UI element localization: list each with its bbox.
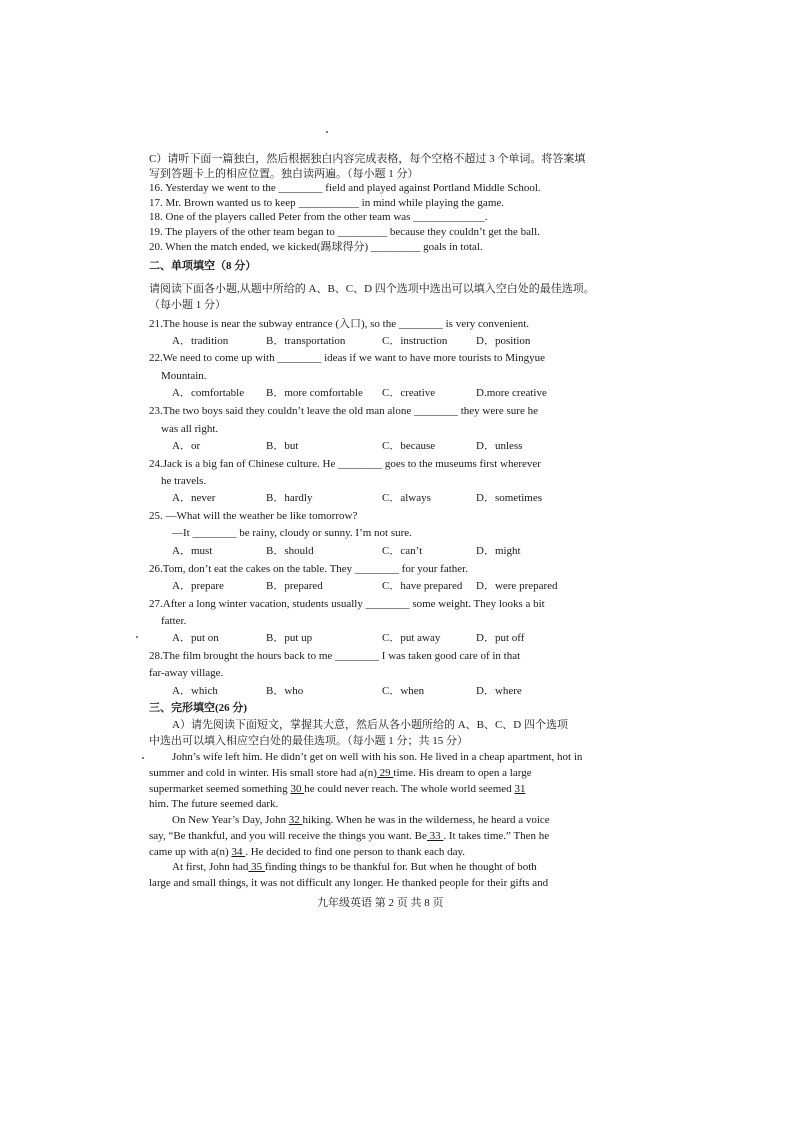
option-a: A．prepare (172, 580, 224, 592)
blank-30: 30 (290, 783, 305, 795)
passage-text: say, “Be thankful, and you will receive the things you want. Be (149, 830, 427, 842)
listening-instruction: 写到答题卡上的相应位置。独白读两遍。（每小题 1 分） (149, 168, 419, 180)
passage-line (149, 845, 465, 860)
option-d: D．were prepared (476, 580, 558, 592)
passage-line (149, 876, 548, 891)
section-heading: 二、单项填空（8 分） (149, 260, 257, 272)
question-25-stem: 25. —What will the weather be like tomorrow? (149, 510, 358, 522)
blank-34: 34 (231, 846, 246, 858)
passage-line (149, 782, 525, 797)
passage-text: On New Year’s Day, John (172, 814, 289, 826)
question-18: 18. One of the players called Peter from the other team was _____________. (149, 211, 488, 223)
passage-text: At first, John had (172, 861, 249, 873)
passage-text: finding things to be thankful for. But when he thought of both (264, 861, 537, 873)
option-b: B．prepared (266, 580, 323, 592)
option-b: B．put up (266, 632, 313, 644)
question-23-stem: was all right. (161, 423, 219, 435)
question-28-stem: far-away village. (149, 667, 224, 679)
option-b: B．who (266, 685, 304, 697)
passage-line (172, 860, 537, 875)
option-c: C．because (382, 440, 436, 452)
option-b: B．should (266, 545, 314, 557)
option-d: D.more creative (476, 387, 547, 399)
scan-speck (142, 757, 144, 759)
option-c: C．put away (382, 632, 441, 644)
question-27-stem: fatter. (161, 615, 187, 627)
section-instruction: 请阅读下面各小题,从题中所给的 A、B、C、D 四个选项中选出可以填入空白处的最佳选项。 (149, 283, 595, 295)
option-b: B．transportation (266, 335, 346, 347)
option-b: B．but (266, 440, 299, 452)
passage-text: came up with a(n) (149, 846, 232, 858)
blank-33: 33 (426, 830, 444, 842)
question-27-stem: 27.After a long winter vacation, students usually ________ some weight. They looks a bit (149, 598, 545, 610)
blank-35: 35 (248, 861, 265, 873)
option-b: B．hardly (266, 492, 313, 504)
page-footer: 九年级英语 第 2 页 共 8 页 (317, 897, 444, 909)
passage-line (172, 813, 550, 828)
option-b: B．more comfortable (266, 387, 363, 399)
scan-speck (326, 131, 328, 133)
passage-line: him. The future seemed dark. (149, 798, 279, 810)
option-c: C．can’t (382, 545, 423, 557)
passage-line (149, 829, 549, 844)
option-c: C．when (382, 685, 425, 697)
question-22-stem: 22.We need to come up with ________ ideas if we want to have more tourists to Mingyue (149, 352, 545, 364)
passage-text: hiking. When he was in the wilderness, he heard a voice (302, 814, 550, 826)
passage-text: supermarket seemed something (149, 783, 291, 795)
section-instruction: 中选出可以填入相应空白处的最佳选项。（每小题 1 分；共 15 分） (149, 735, 468, 747)
option-a: A．put on (172, 632, 219, 644)
listening-instruction: C）请听下面一篇独白，然后根据独白内容完成表格，每个空格不超过 3 个单词。将答案填 (149, 153, 586, 165)
blank-29: 29 (376, 767, 394, 779)
option-a: A．tradition (172, 335, 229, 347)
passage-text: time. His dream to open a large (393, 767, 532, 779)
question-19: 19. The players of the other team began to _________ because they couldn’t get the ball. (149, 226, 540, 238)
option-d: D．unless (476, 440, 523, 452)
section-instruction: （每小题 1 分） (149, 299, 226, 311)
section-heading: 三、完形填空(26 分) (149, 702, 248, 714)
passage-text: . He decided to find one person to thank each day. (245, 846, 466, 858)
option-c: C．have prepared (382, 580, 463, 592)
question-21-stem: 21.The house is near the subway entrance (入口), so the ________ is very convenient. (149, 318, 530, 330)
scan-speck (136, 636, 138, 638)
section-instruction: A）请先阅读下面短文，掌握其大意，然后从各小题所给的 A、B、C、D 四个选项 (172, 719, 569, 731)
question-20: 20. When the match ended, we kicked(踢球得分) _________ goals in total. (149, 241, 483, 253)
option-a: A．comfortable (172, 387, 245, 399)
passage-text: . It takes time.” Then he (443, 830, 550, 842)
question-24-stem: 24.Jack is a big fan of Chinese culture. He ________ goes to the museums first wherever (149, 458, 541, 470)
blank-32: 32 (288, 814, 303, 826)
option-c: C．instruction (382, 335, 448, 347)
question-26-stem: 26.Tom, don’t eat the cakes on the table. They ________ for your father. (149, 563, 468, 575)
option-d: D．sometimes (476, 492, 542, 504)
option-d: D．position (476, 335, 531, 347)
passage-text: summer and cold in winter. His small store had a(n) (149, 767, 377, 779)
passage-line: John’s wife left him. He didn’t get on well with his son. He lived in a cheap apartment, hot in (172, 751, 583, 763)
passage-text: he could never reach. The whole world seemed (304, 783, 515, 795)
question-23-stem: 23.The two boys said they couldn’t leave the old man alone ________ they were sure he (149, 405, 538, 417)
question-24-stem: he travels. (161, 475, 207, 487)
question-16: 16. Yesterday we went to the ________ field and played against Portland Middle School. (149, 182, 541, 194)
option-d: D．put off (476, 632, 525, 644)
question-25-stem: —It ________ be rainy, cloudy or sunny. I’m not sure. (172, 527, 412, 539)
option-d: D．where (476, 685, 522, 697)
option-d: D．might (476, 545, 521, 557)
option-a: A．or (172, 440, 201, 452)
option-c: C．always (382, 492, 431, 504)
question-22-stem: Mountain. (161, 370, 207, 382)
question-28-stem: 28.The film brought the hours back to me ________ I was taken good care of in that (149, 650, 521, 662)
question-17: 17. Mr. Brown wanted us to keep ___________ in mind while playing the game. (149, 197, 505, 209)
option-a: A．which (172, 685, 218, 697)
blank-31: 31 (514, 783, 526, 795)
option-a: A．must (172, 545, 213, 557)
option-c: C．creative (382, 387, 436, 399)
option-a: A．never (172, 492, 216, 504)
passage-line (149, 766, 532, 781)
passage-text: large and small things, it was not difficult any longer. He thanked people for their gifts and (149, 877, 549, 889)
